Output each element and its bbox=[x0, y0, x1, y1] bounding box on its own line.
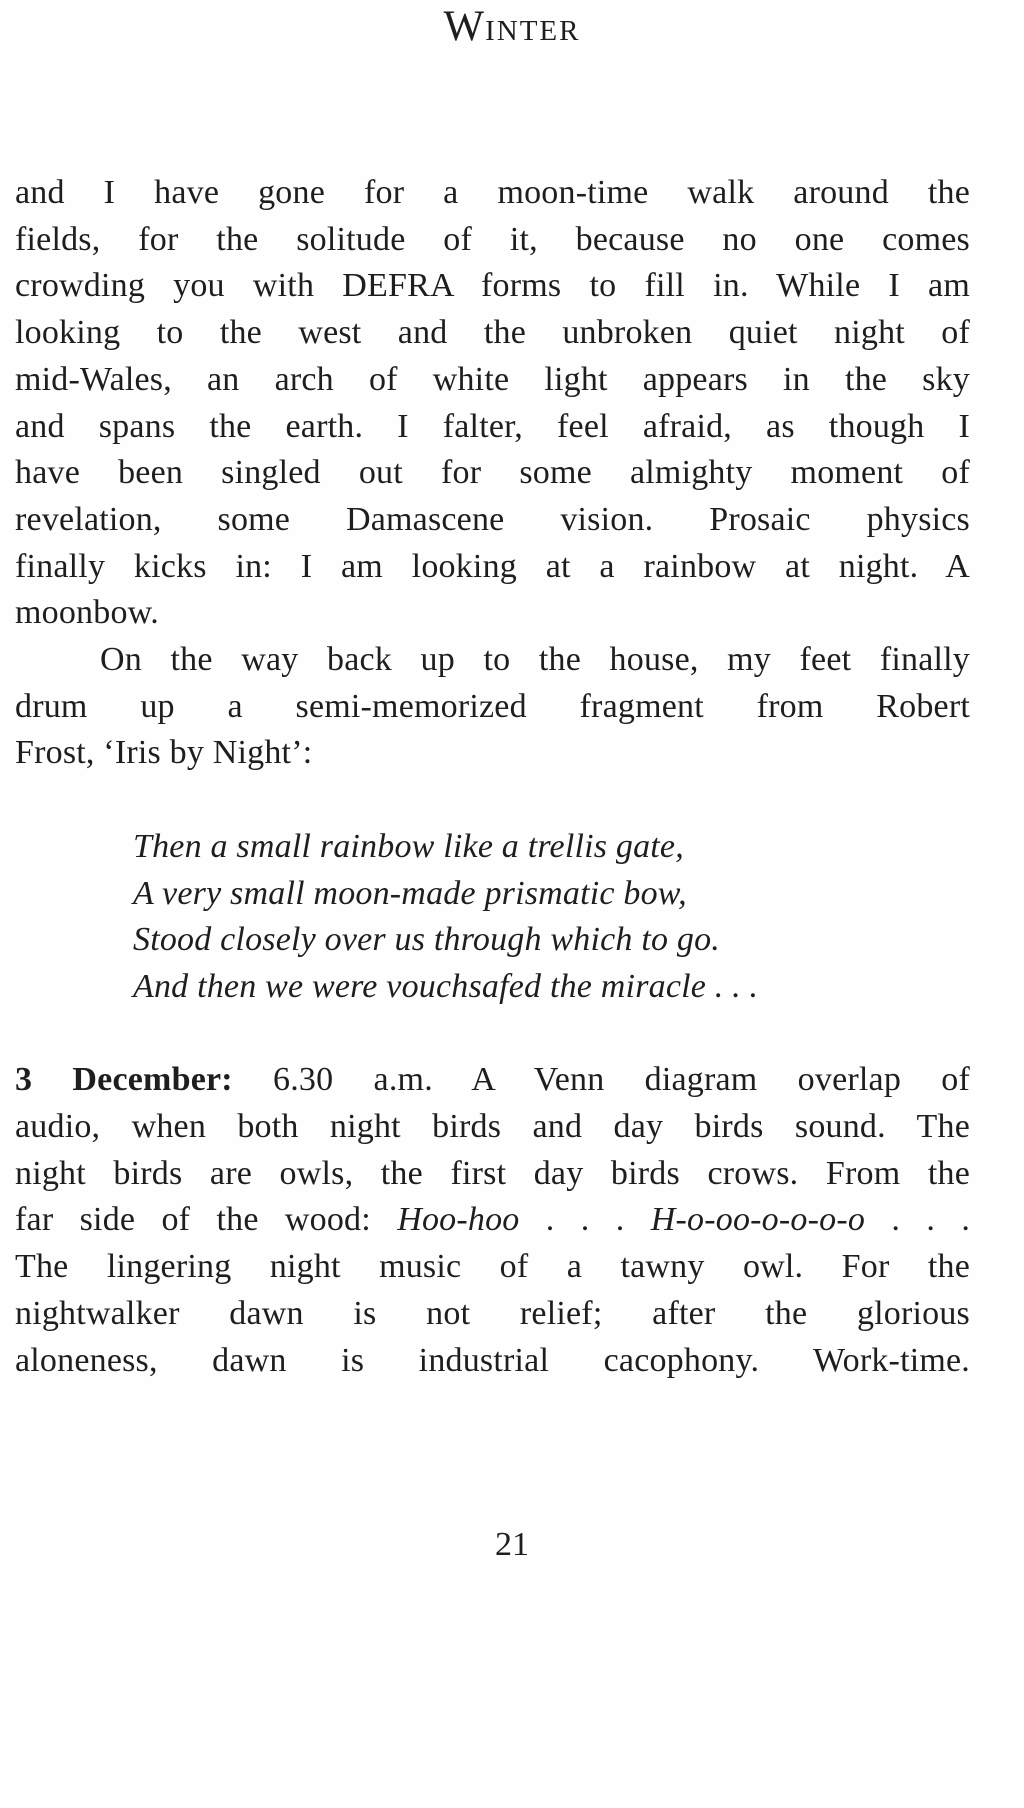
text-line: and I have gone for a moon-time walk around the bbox=[15, 174, 970, 211]
running-head bbox=[0, 2, 1024, 51]
diary-date: 3 December: bbox=[15, 1061, 233, 1099]
text-line: aloneness, dawn is industrial cacophony. Work-time. bbox=[15, 1341, 970, 1379]
text-line bbox=[15, 1197, 970, 1244]
text-line: drum up a semi-memorized fragment from Robert bbox=[15, 687, 970, 725]
text-line: The lingering night music of a tawny owl. For the bbox=[15, 1248, 970, 1286]
page-number: 21 bbox=[495, 1526, 529, 1563]
owl-call: Hoo-hoo bbox=[397, 1201, 520, 1239]
poem-line: And then we were vouchsafed the miracle . . . bbox=[133, 967, 759, 1005]
paragraph-frost-intro bbox=[15, 637, 970, 777]
text-line: nightwalker dawn is not relief; after the glorious bbox=[15, 1294, 970, 1332]
diary-text: far side of the wood: bbox=[15, 1201, 371, 1239]
text-line: have been singled out for some almighty moment of bbox=[15, 454, 970, 492]
text-line: night birds are owls, the first day birds crows. From the bbox=[15, 1154, 970, 1192]
running-head-initial: W bbox=[443, 3, 486, 50]
paragraph-moonbow bbox=[15, 170, 970, 637]
text-line: looking to the west and the unbroken quiet night of bbox=[15, 314, 970, 352]
text-line: fields, for the solitude of it, because no one comes bbox=[15, 220, 970, 258]
body-text bbox=[15, 170, 970, 1384]
text-line: and spans the earth. I falter, feel afraid, as though I bbox=[15, 407, 970, 445]
poem-line: A very small moon-made prismatic bow, bbox=[133, 874, 687, 912]
text-line: crowding you with DEFRA forms to fill in. While I am bbox=[15, 267, 970, 305]
text-line: Frost, ‘Iris by Night’: bbox=[15, 734, 313, 772]
text-line: On the way back up to the house, my feet finally bbox=[100, 641, 970, 679]
text-line: finally kicks in: I am looking at a rainbow at night. A bbox=[15, 547, 970, 585]
text-line: moonbow. bbox=[15, 594, 159, 632]
ellipsis: . . . bbox=[545, 1201, 625, 1239]
poem-line: Stood closely over us through which to go. bbox=[133, 921, 720, 959]
poem-quote bbox=[15, 824, 970, 1011]
paragraph-december-3 bbox=[15, 1057, 970, 1384]
text-line bbox=[15, 1057, 970, 1104]
diary-text: 6.30 a.m. A Venn diagram overlap of bbox=[273, 1061, 970, 1099]
text-line: audio, when both night birds and day birds sound. The bbox=[15, 1108, 970, 1146]
owl-call: H-o-oo-o-o-o-o bbox=[650, 1201, 866, 1239]
running-head-rest: INTER bbox=[485, 15, 581, 47]
text-line: mid-Wales, an arch of white light appears in the sky bbox=[15, 360, 970, 398]
poem-line: Then a small rainbow like a trellis gate, bbox=[133, 827, 684, 865]
text-line: revelation, some Damascene vision. Prosaic physics bbox=[15, 500, 970, 538]
ellipsis: . . . bbox=[891, 1201, 971, 1239]
